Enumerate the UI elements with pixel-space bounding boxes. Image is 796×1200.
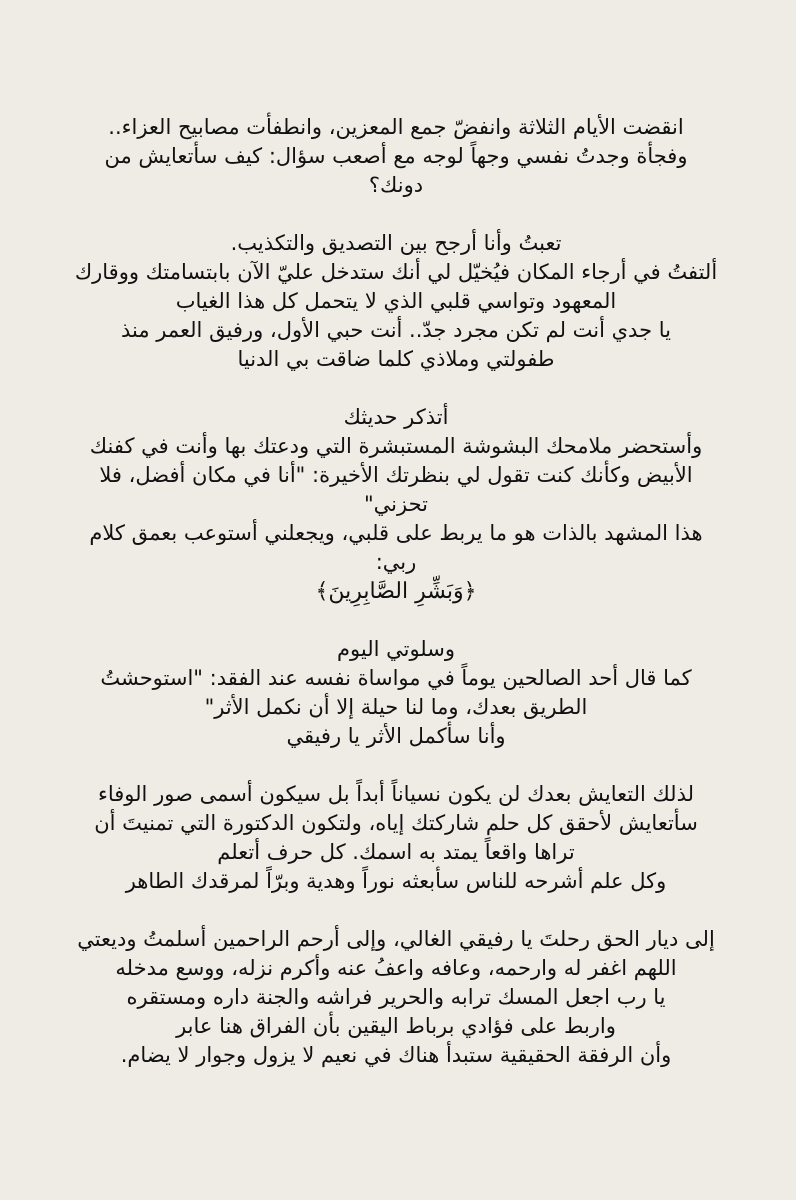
- text-line: اللهم اغفر له وارحمه، وعافه واعفُ عنه وأكرم نزله، ووسع مدخله: [115, 956, 677, 980]
- paragraph-gap: [58, 751, 734, 780]
- paragraph-solace: [58, 635, 734, 751]
- text-line: لذلك التعايش بعدك لن يكون نسياناً أبداً بل سيكون أسمى صور الوفاء: [98, 782, 694, 806]
- paragraph-intro: [58, 113, 734, 200]
- paragraph-memory: [58, 403, 734, 606]
- text-line: وأنا سأكمل الأثر يا رفيقي: [286, 724, 506, 748]
- text-line: وأن الرفقة الحقيقية ستبدأ هناك في نعيم لا يزول وجوار لا يضام.: [120, 1043, 672, 1067]
- text-line: وفجأة وجدتُ نفسي وجهاً لوجه مع أصعب سؤال: كيف سأتعايش من: [104, 144, 688, 168]
- text-line: ألتفتُ في أرجاء المكان فيُخيّل لي أنك ستدخل عليّ الآن بابتسامتك ووقارك: [74, 260, 718, 284]
- text-line: المعهود وتواسي قلبي الذي لا يتحمل كل هذا الغياب: [175, 289, 617, 313]
- text-line: انقضت الأيام الثلاثة وانفضّ جمع المعزين، وانطفأت مصابيح العزاء..: [108, 115, 684, 139]
- text-line: وكل علم أشرحه للناس سأبعثه نوراً وهدية وبرّاً لمرقدك الطاهر: [125, 869, 667, 893]
- paragraph-prayer: [58, 925, 734, 1070]
- text-line: دونك؟: [368, 173, 424, 197]
- text-line: أتذكر حديثك: [343, 405, 449, 429]
- text-line: يا رب اجعل المسك ترابه والحرير فراشه والجنة داره ومستقره: [126, 985, 666, 1009]
- text-line: تعبتُ وأنا أرجح بين التصديق والتكذيب.: [230, 231, 562, 255]
- text-line: يا جدي أنت لم تكن مجرد جدّ.. أنت حبي الأول، ورفيق العمر منذ: [121, 318, 671, 342]
- text-line: ربي:: [375, 550, 417, 574]
- paragraph-gap: [58, 374, 734, 403]
- text-line: كما قال أحد الصالحين يوماً في مواساة نفسه عند الفقد: "استوحشتُ: [100, 666, 692, 690]
- paragraph-grandfather: [58, 229, 734, 374]
- text-line: الطريق بعدك، وما لنا حيلة إلا أن نكمل الأثر": [204, 695, 588, 719]
- paragraph-gap: [58, 896, 734, 925]
- text-line: الأبيض وكأنك كنت تقول لي بنظرتك الأخيرة: "أنا في مكان أفضل، فلا: [99, 463, 693, 487]
- text-line: هذا المشهد بالذات هو ما يربط على قلبي، ويجعلني أستوعب بعمق كلام: [89, 521, 703, 545]
- text-line: سأتعايش لأحقق كل حلم شاركتك إياه، ولتكون الدكتورة التي تمنيتَ أن: [94, 811, 698, 835]
- quran-verse: ﴿وَبَشِّرِ الصَّابِرِينَ﴾: [315, 579, 477, 604]
- text-line: واربط على فؤادي برباط اليقين بأن الفراق هنا عابر: [176, 1014, 616, 1038]
- paragraph-gap: [58, 606, 734, 635]
- paragraph-loyalty: [58, 780, 734, 896]
- text-line: وسلوتي اليوم: [337, 637, 455, 661]
- text-line: تراها واقعاً يمتد به اسمك. كل حرف أتعلم: [217, 840, 575, 864]
- text-line: إلى ديار الحق رحلتَ يا رفيقي الغالي، وإلى أرحم الراحمين أسلمتُ وديعتي: [77, 927, 715, 951]
- text-line: طفولتي وملاذي كلما ضاقت بي الدنيا: [237, 347, 555, 371]
- text-line: وأستحضر ملامحك البشوشة المستبشرة التي ودعتك بها وأنت في كفنك: [89, 434, 703, 458]
- text-line: تحزني": [364, 492, 428, 516]
- paragraph-gap: [58, 200, 734, 229]
